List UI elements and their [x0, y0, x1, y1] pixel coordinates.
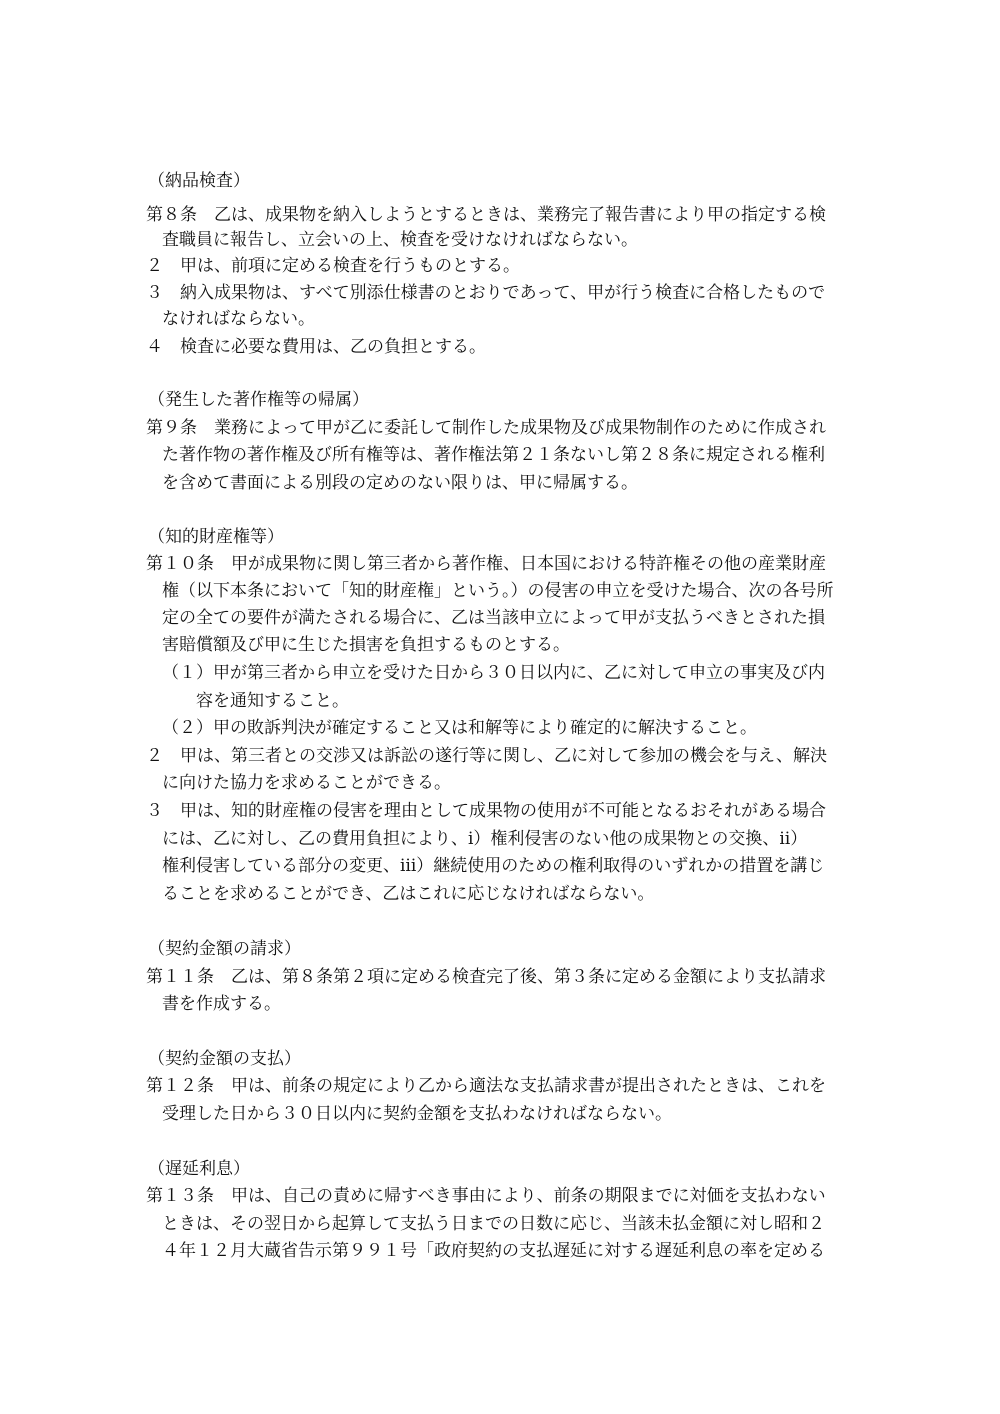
article-10-para-3-line-4: ることを求めることができ、乙はこれに応じなければならない。 — [162, 884, 655, 904]
article-10-item-2: （２）甲の敗訴判決が確定すること又は和解等により確定的に解決すること。 — [162, 718, 757, 738]
article-8-para-4: ４ 検査に必要な費用は、乙の負担とする。 — [146, 337, 486, 357]
article-11-line-2: 書を作成する。 — [162, 994, 281, 1014]
heading-delivery-inspection: （納品検査） — [148, 171, 250, 191]
article-8-line-2: 査職員に報告し、立会いの上、検査を受けなければならない。 — [162, 230, 638, 250]
article-12-line-2: 受理した日から３０日以内に契約金額を支払わなければならない。 — [162, 1104, 672, 1124]
article-11-line-1: 第１１条 乙は、第８条第２項に定める検査完了後、第３条に定める金額により支払請求 — [146, 967, 826, 987]
article-8-para-3-line-2: なければならない。 — [162, 309, 315, 329]
article-13-line-3: ４年１２月大蔵省告示第９９１号「政府契約の支払遅延に対する遅延利息の率を定める — [162, 1241, 825, 1261]
article-8-para-2: ２ 甲は、前項に定める検査を行うものとする。 — [146, 256, 520, 276]
article-13-line-2: ときは、その翌日から起算して支払う日までの日数に応じ、当該未払金額に対し昭和２ — [162, 1214, 825, 1234]
article-10-para-3-line-2: には、乙に対し、乙の費用負担により、ⅰ）権利侵害のない他の成果物との交換、ⅱ） — [162, 829, 808, 849]
article-8-para-3-line-1: ３ 納入成果物は、すべて別添仕様書のとおりであって、甲が行う検査に合格したもので — [146, 283, 826, 303]
heading-payment-request: （契約金額の請求） — [148, 939, 301, 959]
heading-late-interest: （遅延利息） — [148, 1159, 250, 1179]
article-13-line-1: 第１３条 甲は、自己の責めに帰すべき事由により、前条の期限までに対価を支払わない — [146, 1186, 826, 1206]
article-10-item-1-line-1: （１）甲が第三者から申立を受けた日から３０日以内に、乙に対して申立の事実及び内 — [162, 663, 825, 683]
article-10-para-3-line-1: ３ 甲は、知的財産権の侵害を理由として成果物の使用が不可能となるおそれがある場合 — [146, 801, 826, 821]
article-10-para-2-line-2: に向けた協力を求めることができる。 — [162, 773, 451, 793]
article-12-line-1: 第１２条 甲は、前条の規定により乙から適法な支払請求書が提出されたときは、これを — [146, 1076, 826, 1096]
article-10-item-1-line-2: 容を通知すること。 — [196, 691, 349, 711]
heading-intellectual-property: （知的財産権等） — [148, 527, 284, 547]
article-10-para-3-line-3: 権利侵害している部分の変更、ⅲ）継続使用のための権利取得のいずれかの措置を講じ — [162, 856, 825, 876]
article-10-line-4: 害賠償額及び甲に生じた損害を負担するものとする。 — [162, 635, 570, 655]
article-9-line-1: 第９条 業務によって甲が乙に委託して制作した成果物及び成果物制作のために作成され — [146, 418, 826, 438]
article-10-line-2: 権（以下本条において「知的財産権」という。）の侵害の申立を受けた場合、次の各号所 — [162, 581, 834, 601]
article-10-para-2-line-1: ２ 甲は、第三者との交渉又は訴訟の遂行等に関し、乙に対して参加の機会を与え、解決 — [146, 746, 828, 766]
heading-copyright-ownership: （発生した著作権等の帰属） — [148, 390, 369, 410]
article-8-line-1: 第８条 乙は、成果物を納入しようとするときは、業務完了報告書により甲の指定する検 — [146, 205, 826, 225]
article-9-line-2: た著作物の著作権及び所有権等は、著作権法第２１条ないし第２８条に規定される権利 — [162, 445, 825, 465]
article-9-line-3: を含めて書面による別段の定めのない限りは、甲に帰属する。 — [162, 473, 638, 493]
heading-payment: （契約金額の支払） — [148, 1049, 301, 1069]
article-10-line-3: 定の全ての要件が満たされる場合に、乙は当該申立によって甲が支払うべきとされた損 — [162, 608, 825, 628]
article-10-line-1: 第１０条 甲が成果物に関し第三者から著作権、日本国における特許権その他の産業財産 — [146, 554, 826, 574]
